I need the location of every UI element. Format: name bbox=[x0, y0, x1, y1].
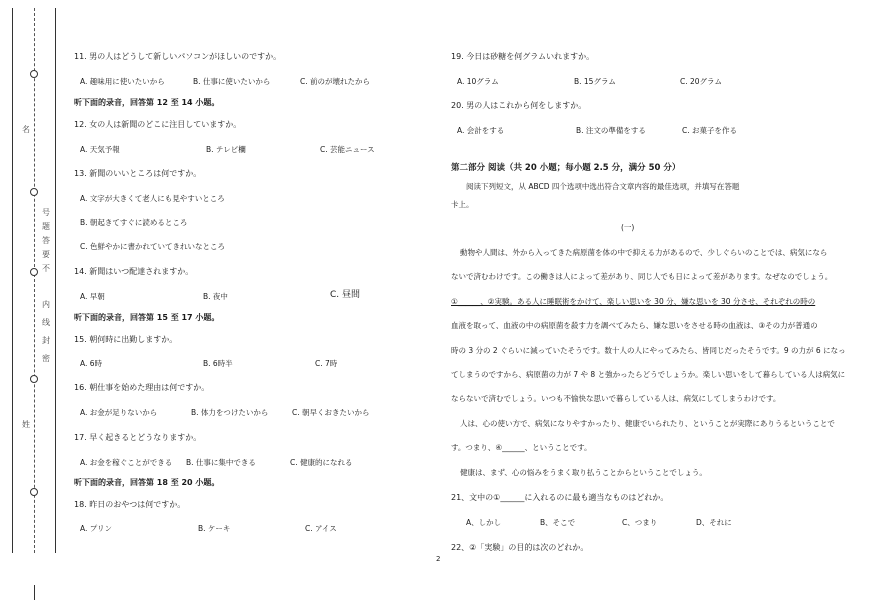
q12-option-c: C. 芸能ニュース bbox=[320, 145, 375, 154]
binding-hole bbox=[30, 488, 38, 496]
question-16: 16. 朝仕事を始めた理由は何ですか。 bbox=[74, 383, 210, 392]
q18-option-a: A. プリン bbox=[80, 524, 112, 533]
q12-option-a: A. 天気予報 bbox=[80, 145, 120, 154]
q13-option-b: B. 朝起きてすぐに読めるところ bbox=[80, 218, 188, 227]
q16-option-c: C. 朝早くおきたいから bbox=[292, 408, 370, 417]
binding-text: 答 bbox=[42, 236, 50, 245]
q17-option-a: A. お金を稼ぐことができる bbox=[80, 458, 173, 467]
binding-text: 内 bbox=[42, 300, 50, 309]
passage-line: 人は、心の使い方で、病気になりやすかったり、健康でいられたり、ということが実際にありうるということで bbox=[460, 419, 835, 428]
q11-option-b: B. 仕事に使いたいから bbox=[193, 77, 271, 86]
listening-instruction: 听下面的录音，回答第 18 至 20 小题。 bbox=[74, 478, 220, 487]
q16-option-a: A. お金が足りないから bbox=[80, 408, 158, 417]
q14-option-a: A. 早朝 bbox=[80, 292, 105, 301]
q12-option-b: B. テレビ欄 bbox=[206, 145, 246, 154]
q16-option-b: B. 体力をつけたいから bbox=[191, 408, 269, 417]
passage-line: 血液を取って、血液の中の病原菌を殺す力を調べてみたら、嫌な思いをさせる時の血液は、③その力が普通の bbox=[451, 321, 818, 330]
question-21: 21、文中の①______に入れるのに最も適当なものはどれか。 bbox=[451, 493, 669, 502]
q21-option-a: A、しかし bbox=[466, 518, 502, 527]
binding-text: 号 bbox=[42, 208, 50, 217]
binding-hole bbox=[30, 375, 38, 383]
binding-text: 不 bbox=[42, 264, 50, 273]
binding-text: 线 bbox=[42, 318, 50, 327]
binding-hole bbox=[30, 268, 38, 276]
q15-option-b: B. 6時半 bbox=[203, 359, 233, 368]
passage-line: ならないで済むでしょう。いつも不愉快な思いで暮らしている人は、病気にしてしまうわけです。 bbox=[451, 394, 781, 403]
q21-option-b: B、そこで bbox=[540, 518, 576, 527]
question-14: 14. 新聞はいつ配達されますか。 bbox=[74, 267, 194, 276]
question-13: 13. 新聞のいいところは何ですか。 bbox=[74, 169, 202, 178]
question-11: 11. 男の人はどうして新しいパソコンがほしいのですか。 bbox=[74, 52, 282, 61]
question-17: 17. 早く起きるとどうなりますか。 bbox=[74, 433, 202, 442]
passage-line: てしまうのですから、病原菌の力が 7 や 8 と強かったらどうでしょうか。楽しい思いをして暮らしている人は病気に bbox=[451, 370, 846, 379]
binding-text: 密 bbox=[42, 354, 50, 363]
q17-option-c: C. 健康的になれる bbox=[290, 458, 353, 467]
q20-option-b: B. 注文の準備をする bbox=[576, 126, 646, 135]
binding-line-inner bbox=[55, 8, 56, 553]
binding-line-outer bbox=[12, 8, 13, 553]
q19-option-a: A. 10グラム bbox=[457, 77, 499, 86]
binding-text: 名 bbox=[22, 125, 30, 134]
question-15: 15. 朝何時に出勤しますか。 bbox=[74, 335, 178, 344]
q14-option-c: C. 昼間 bbox=[330, 290, 361, 300]
q11-option-a: A. 趣味用に使いたいから bbox=[80, 77, 165, 86]
page-edge-mark bbox=[34, 585, 35, 600]
q15-option-c: C. 7時 bbox=[315, 359, 338, 368]
q20-option-a: A. 会計をする bbox=[457, 126, 505, 135]
part2-instruction-cont: 卡上。 bbox=[451, 200, 474, 209]
q18-option-c: C. アイス bbox=[305, 524, 337, 533]
passage-line: ①______、②実験。ある人に睡眠術をかけて、楽しい思いを 30 分、嫌な思いを 30 分させ、それぞれの時の bbox=[451, 297, 816, 306]
q11-option-c: C. 前のが壊れたから bbox=[300, 77, 371, 86]
binding-text: 姓 bbox=[22, 420, 30, 429]
q18-option-b: B. ケーキ bbox=[198, 524, 231, 533]
q21-option-c: C、つまり bbox=[622, 518, 658, 527]
q21-option-d: D、それに bbox=[696, 518, 732, 527]
q13-option-c: C. 色鮮やかに書かれていてきれいなところ bbox=[80, 242, 226, 251]
passage-line: 健康は、まず、心の悩みをうまく取り払うことからということでしょう。 bbox=[460, 468, 707, 477]
q15-option-a: A. 6時 bbox=[80, 359, 103, 368]
question-12: 12. 女の人は新聞のどこに注目していますか。 bbox=[74, 120, 242, 129]
q14-option-b: B. 夜中 bbox=[203, 292, 228, 301]
part2-instruction: 阅读下列短文，从 ABCD 四个选项中选出符合文章内容的最佳选项，并填写在答题 bbox=[466, 182, 740, 191]
passage-line: ないで済むわけです。この働きは人によって差があり、同じ人でも日によって差があります。なぜなのでしょう。 bbox=[451, 272, 833, 281]
question-19: 19. 今日は砂糖を何グラムいれますか。 bbox=[451, 52, 595, 61]
q17-option-b: B. 仕事に集中できる bbox=[186, 458, 256, 467]
binding-text: 封 bbox=[42, 336, 50, 345]
binding-hole bbox=[30, 188, 38, 196]
q19-option-c: C. 20グラム bbox=[680, 77, 722, 86]
binding-hole bbox=[30, 70, 38, 78]
listening-instruction: 听下面的录音，回答第 15 至 17 小题。 bbox=[74, 313, 220, 322]
page-number: 2 bbox=[436, 555, 441, 563]
question-18: 18. 昨日のおやつは何ですか。 bbox=[74, 500, 186, 509]
listening-instruction: 听下面的录音，回答第 12 至 14 小题。 bbox=[74, 98, 220, 107]
passage-line: 動物や人間は、外から入ってきた病原菌を体の中で抑える力があるので、少しぐらいのことでは、病気になら bbox=[460, 248, 828, 257]
binding-margin bbox=[0, 0, 60, 602]
q20-option-c: C. お菓子を作る bbox=[682, 126, 738, 135]
question-22: 22、②「実験」の目的は次のどれか。 bbox=[451, 543, 589, 552]
passage-line: す。つまり、④______、ということです。 bbox=[451, 443, 592, 452]
binding-dashed-line bbox=[34, 8, 35, 553]
binding-text: 题 bbox=[42, 222, 50, 231]
q19-option-b: B. 15グラム bbox=[574, 77, 616, 86]
binding-text: 要 bbox=[42, 250, 50, 259]
section-number: (一) bbox=[621, 223, 635, 232]
part2-heading: 第二部分 阅读（共 20 小题；每小题 2.5 分，满分 50 分） bbox=[451, 163, 681, 173]
passage-line: 時の 3 分の 2 ぐらいに減っていたそうです。数十人の人にやってみたら、皆同じだったそうです。9 の力が 6 になっ bbox=[451, 346, 846, 355]
q13-option-a: A. 文字が大きくて老人にも見やすいところ bbox=[80, 194, 225, 203]
question-20: 20. 男の人はこれから何をしますか。 bbox=[451, 101, 587, 110]
